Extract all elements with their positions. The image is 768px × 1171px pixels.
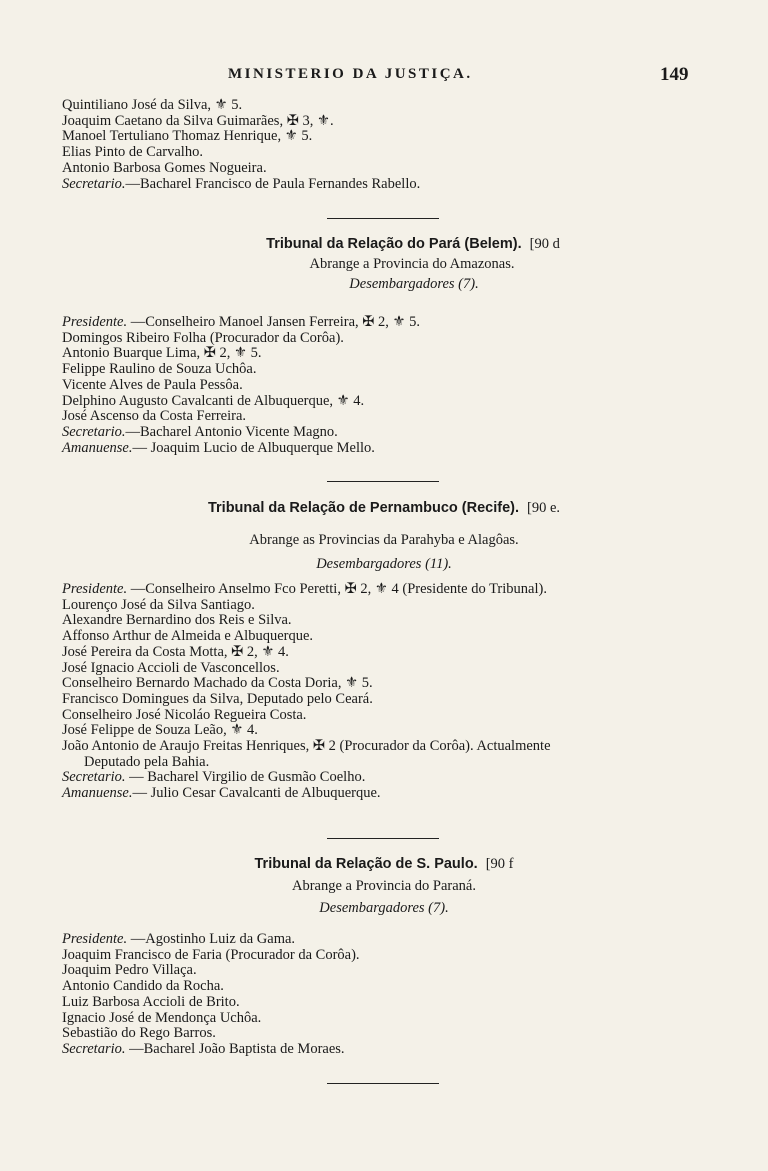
role-label: Amanuense. (62, 439, 133, 456)
entry-text: Ignacio José de Mendonça Uchôa. (62, 1009, 262, 1026)
officer-entry (62, 786, 742, 802)
role-label: Amanuense. (62, 785, 133, 802)
officer-entry (62, 177, 742, 193)
section-divider (327, 218, 439, 219)
role-label: Presidente. (62, 581, 128, 597)
role-label: Secretario. (62, 423, 126, 440)
section-divider (327, 481, 439, 482)
person-entry (62, 362, 742, 378)
entry-text: João Antonio de Araujo Freitas Henriques, ✠ 2 (Procurador da Corôa). Actualmente (62, 738, 551, 755)
section-title: Tribunal da Relação de S. Paulo. [90 f (254, 856, 514, 872)
person-entry (62, 963, 742, 979)
entry-text: —Bacharel Antonio Vicente Magno. (125, 423, 338, 440)
section-pernambuco (0, 498, 768, 574)
person-entry (62, 1026, 742, 1042)
entry-text: Quintiliano José da Silva, ⚜ 5. (62, 97, 243, 113)
person-entry (62, 145, 742, 161)
entry-text: José Pereira da Costa Motta, ✠ 2, ⚜ 4. (62, 643, 289, 660)
person-entry (62, 692, 742, 708)
entry-text: Conselheiro Bernardo Machado da Costa Doria, ⚜ 5. (62, 675, 373, 692)
entry-text: Affonso Arthur de Almeida e Albuquerque. (62, 628, 314, 645)
officer-entry (62, 770, 742, 786)
role-label: Secretario. (62, 175, 126, 192)
judges-heading: Desembargadores (7). (319, 900, 449, 916)
pernambuco-entries (62, 582, 742, 802)
officer-entry (62, 932, 742, 948)
section-title: Tribunal da Relação do Pará (Belem). [90 d (266, 236, 560, 252)
person-entry (62, 114, 742, 130)
person-entry (62, 346, 742, 362)
role-label: Secretario. (62, 769, 126, 786)
entry-text: Felippe Raulino de Souza Uchôa. (62, 361, 257, 378)
person-entry (62, 676, 742, 692)
role-label: Presidente. (62, 931, 128, 947)
section-title: Tribunal da Relação de Pernambuco (Recife). [90 e. (207, 500, 561, 516)
person-entry (62, 378, 742, 394)
person-entry (62, 409, 742, 425)
officer-entry (62, 1042, 742, 1058)
entry-text: Elias Pinto de Carvalho. (62, 144, 203, 161)
person-entry (62, 995, 742, 1011)
entry-text: —Conselheiro Manoel Jansen Ferreira, ✠ 2, ⚜ 5. (127, 314, 421, 330)
person-entry (62, 129, 742, 145)
entry-text: — Bacharel Virgilio de Gusmão Coelho. (125, 769, 366, 786)
entry-text: Joaquim Caetano da Silva Guimarães, ✠ 3, ⚜. (62, 112, 334, 129)
entry-text: Manoel Tertuliano Thomaz Henrique, ⚜ 5. (62, 128, 313, 145)
para-entries (62, 315, 742, 456)
entry-text: Domingos Ribeiro Folha (Procurador da Corôa). (62, 329, 344, 346)
top-list (62, 98, 742, 192)
entry-text: — Joaquim Lucio de Albuquerque Mello. (132, 439, 375, 456)
person-entry (62, 1011, 742, 1027)
person-entry (62, 723, 742, 739)
entry-text: —Agostinho Luiz da Gama. (127, 931, 296, 947)
person-entry (62, 331, 742, 347)
section-para (0, 234, 768, 294)
entry-text: Deputado pela Bahia. (84, 753, 210, 770)
entry-text: José Ignacio Accioli de Vasconcellos. (62, 659, 280, 676)
entry-text: Delphino Augusto Cavalcanti de Albuquerque, ⚜ 4. (62, 392, 365, 409)
section-sao-paulo (0, 854, 768, 918)
section-divider (327, 1083, 439, 1084)
officer-entry (62, 582, 742, 598)
section-divider (327, 838, 439, 839)
entry-text: Luiz Barbosa Accioli de Brito. (62, 993, 240, 1010)
person-entry (62, 629, 742, 645)
person-entry (62, 645, 742, 661)
entry-text: Antonio Candido da Rocha. (62, 978, 224, 995)
person-entry (62, 161, 742, 177)
entry-text: —Conselheiro Anselmo Fco Peretti, ✠ 2, ⚜ 4 (Presidente do Tribunal). (127, 581, 547, 597)
role-label: Secretario. (62, 1040, 126, 1057)
person-entry (62, 979, 742, 995)
page-header (0, 66, 768, 90)
section-scope: Abrange a Provincia do Paraná. (291, 878, 476, 894)
entry-text: José Ascenso da Costa Ferreira. (62, 408, 247, 425)
section-scope: Abrange a Provincia do Amazonas. (309, 256, 515, 272)
person-entry (62, 739, 742, 755)
officer-entry (62, 315, 742, 331)
entry-text: Joaquim Pedro Villaça. (62, 962, 197, 979)
judges-heading: Desembargadores (11). (316, 556, 452, 572)
officer-entry (62, 425, 742, 441)
entry-text: Joaquim Francisco de Faria (Procurador da Corôa). (62, 946, 360, 963)
person-entry (62, 708, 742, 724)
entry-text: Antonio Barbosa Gomes Nogueira. (62, 159, 267, 176)
person-entry (62, 98, 742, 114)
entry-text: Sebastião do Rego Barros. (62, 1025, 216, 1042)
entry-text: Conselheiro José Nicoláo Regueira Costa. (62, 706, 307, 723)
entry-text: José Felippe de Souza Leão, ⚜ 4. (62, 722, 258, 739)
running-title: MINISTERIO DA JUSTIÇA. (228, 66, 473, 82)
person-entry (62, 394, 742, 410)
entry-text: Alexandre Bernardino dos Reis e Silva. (62, 612, 292, 629)
person-entry (62, 613, 742, 629)
judges-heading: Desembargadores (7). (349, 276, 479, 292)
person-entry (62, 755, 742, 771)
entry-text: Francisco Domingues da Silva, Deputado pelo Ceará. (62, 690, 373, 707)
entry-text: Lourenço José da Silva Santiago. (62, 596, 255, 613)
entry-text: — Julio Cesar Cavalcanti de Albuquerque. (132, 785, 381, 802)
entry-text: Vicente Alves de Paula Pessôa. (62, 376, 243, 393)
entry-text: —Bacharel Francisco de Paula Fernandes Rabello. (125, 175, 421, 192)
section-scope: Abrange as Provincias da Parahyba e Alagôas. (249, 532, 519, 548)
person-entry (62, 661, 742, 677)
entry-text: Antonio Buarque Lima, ✠ 2, ⚜ 5. (62, 345, 262, 362)
person-entry (62, 948, 742, 964)
officer-entry (62, 441, 742, 457)
entry-text: —Bacharel João Baptista de Moraes. (125, 1040, 345, 1057)
role-label: Presidente. (62, 314, 128, 330)
sao-paulo-entries (62, 932, 742, 1058)
page-number: 149 (660, 64, 689, 85)
person-entry (62, 598, 742, 614)
